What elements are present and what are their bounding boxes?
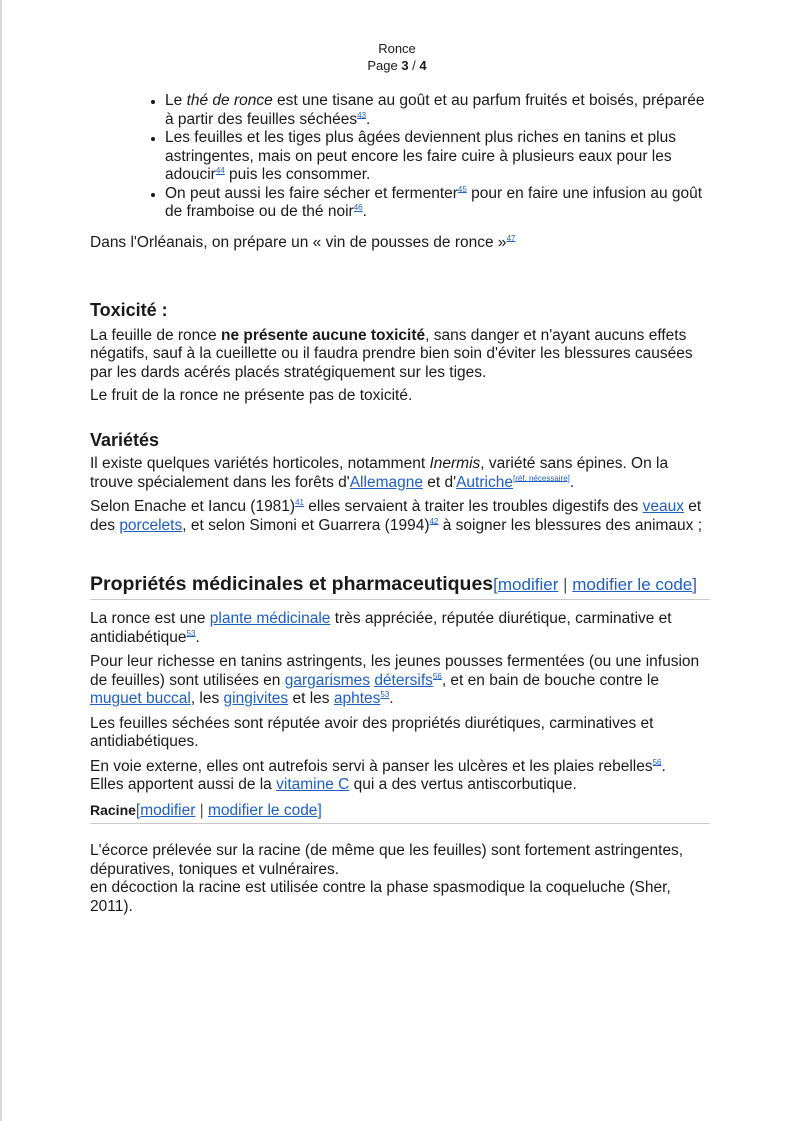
text: . (362, 203, 367, 220)
link-veaux[interactable]: veaux (642, 498, 684, 515)
varietes-paragraph (90, 455, 710, 492)
text: , les (190, 690, 224, 707)
bracket: [ (493, 575, 498, 594)
text: . (195, 628, 200, 646)
edit-separator: | (195, 801, 209, 819)
toxicite-heading: Toxicité : (90, 300, 168, 320)
footnote-ref[interactable]: 41 (295, 497, 304, 507)
list-item (165, 185, 710, 222)
text: , et en bain de bouche contre le (441, 671, 659, 689)
link-gargarismes[interactable]: gargarismes (284, 671, 370, 689)
edit-links (136, 802, 322, 819)
edit-link[interactable]: modifier (140, 801, 196, 819)
text: . (569, 473, 575, 491)
text: Pour leur richesse en tanins astringents, les jeunes pousses fermentées (ou une infusion de feuilles) sont utilisées en (90, 653, 700, 689)
heading-text: Racine (90, 801, 136, 818)
heading-rule (90, 823, 710, 824)
link-porcelets[interactable]: porcelets (119, 516, 183, 534)
enache-paragraph (90, 498, 710, 535)
bracket: ] (317, 801, 322, 819)
heading-rule (90, 599, 710, 600)
toxicite-paragraph (90, 327, 710, 383)
text: . (366, 110, 371, 128)
page-number (0, 57, 794, 74)
text: Il existe quelques variétés horticoles, notamment (90, 455, 430, 472)
orleanais-paragraph (90, 234, 710, 253)
bracket: [ (135, 801, 141, 819)
text: puis les consommer. (224, 166, 371, 183)
tanins-paragraph (90, 653, 710, 709)
text: et d' (422, 473, 457, 491)
text: est une tisane au goût et au parfum fruités et boisés, préparée à partir des feuilles séchées (165, 92, 705, 128)
footnote-ref[interactable]: 53 (186, 628, 196, 638)
page-label: Page (367, 58, 402, 73)
text: , sans danger et n'ayant aucuns effets négatifs, sauf à la cueillette ou il faudra prendre bien soin d'éviter les blessures causées par les dards acérés placés stratégiquement sur les tiges. (90, 326, 693, 381)
edit-links (493, 575, 697, 594)
varietes-heading: Variétés (90, 429, 160, 450)
text: La feuille de ronce (90, 326, 221, 344)
text: On peut aussi les faire sécher et fermenter (165, 184, 458, 202)
footnote-ref[interactable]: 46 (353, 202, 363, 212)
link-autriche[interactable]: Autriche (456, 473, 513, 491)
link-vitamine-c[interactable]: vitamine C (276, 776, 350, 793)
page-edge (0, 0, 2, 1121)
text: qui a des vertus antiscorbutique. (349, 776, 577, 793)
text: Dans l'Orléanais, on prépare un « vin de pousses de ronce » (90, 233, 507, 251)
uses-list (90, 92, 710, 222)
italic-term: Inermis (429, 455, 481, 472)
edit-source-link[interactable]: modifier le code (208, 801, 318, 819)
page-header (0, 40, 794, 74)
link-gingivites[interactable]: gingivites (223, 690, 289, 707)
footnote-ref[interactable]: 42 (429, 516, 439, 526)
ronce-medicinale-paragraph (90, 610, 710, 647)
link-plante-medicinale[interactable]: plante médicinale (209, 610, 331, 627)
footnote-ref[interactable]: 56 (652, 757, 662, 767)
text: Selon Enache et Iancu (1981) (90, 498, 296, 515)
italic-term: thé de ronce (186, 92, 273, 109)
bold-text: ne présente aucune toxicité (220, 326, 426, 344)
text: et les (288, 690, 334, 707)
footnote-ref[interactable]: 45 (457, 184, 467, 194)
racine-heading (90, 801, 710, 821)
citation-needed-link[interactable]: [réf. nécessaire] (512, 473, 570, 483)
list-item (165, 92, 710, 129)
text: Le (165, 92, 187, 109)
doc-title: Ronce (378, 41, 416, 56)
ecorce-paragraph: L'écorce prélevée sur la racine (de même que les feuilles) sont fortement astringentes, dépuratives, toniques et vulnéraires. (90, 842, 684, 878)
bracket: ] (692, 575, 697, 594)
edit-separator: | (558, 575, 573, 594)
heading-text: Propriétés médicinales et pharmaceutiques (90, 573, 494, 595)
text: En voie externe, elles ont autrefois servi à panser les ulcères et les plaies rebelles (90, 757, 653, 775)
text: Elles apportent aussi de la (90, 776, 277, 793)
proprietes-heading (90, 573, 710, 596)
page-sep: / (408, 58, 420, 73)
footnote-ref[interactable]: 44 (215, 165, 225, 175)
decoction-paragraph: en décoction la racine est utilisée contre la phase spasmodique la coqueluche (Sher, 2011). (90, 879, 671, 915)
text: , et selon Simoni et Guarrera (1994) (182, 516, 430, 534)
text: et des (90, 498, 702, 534)
text: à soigner les blessures des animaux ; (438, 516, 703, 534)
voie-externe-paragraph (90, 758, 710, 795)
toxicite-fruit-paragraph: Le fruit de la ronce ne présente pas de toxicité. (90, 387, 413, 404)
page-total: 4 (419, 58, 427, 73)
footnote-ref[interactable]: 47 (506, 233, 516, 243)
edit-link[interactable]: modifier (497, 575, 559, 594)
document-body (90, 92, 710, 916)
list-item (165, 129, 710, 185)
text: elles servaient à traiter les troubles digestifs des (304, 498, 643, 515)
text: La ronce est une (90, 610, 210, 627)
text: . (389, 690, 394, 707)
feuilles-sechees-paragraph: Les feuilles séchées sont réputée avoir des propriétés diurétiques, carminatives et antidiabétiques. (90, 714, 654, 750)
link-allemagne[interactable]: Allemagne (349, 473, 423, 491)
footnote-ref[interactable]: 56 (432, 671, 442, 681)
footnote-ref[interactable]: 53 (380, 689, 390, 699)
page-current: 3 (401, 58, 409, 73)
link-detersifs[interactable]: détersifs (374, 671, 433, 689)
text: très appréciée, réputée diurétique, carminative et antidiabétique (90, 610, 672, 646)
footnote-ref[interactable]: 43 (357, 110, 367, 120)
text: . (661, 757, 666, 775)
text: pour en faire une infusion au goût de framboise ou de thé noir (165, 184, 703, 220)
link-muguet-buccal[interactable]: muguet buccal (90, 690, 191, 707)
edit-source-link[interactable]: modifier le code (572, 575, 693, 594)
text: , variété sans épines. On la trouve spécialement dans les forêts d' (90, 455, 669, 491)
link-aphtes[interactable]: aphtes (333, 690, 381, 707)
text: Les feuilles et les tiges plus âgées deviennent plus riches en tanins et plus astringentes, mais on peut encore les faire cuire à plusieurs eaux pour les adoucir (165, 129, 676, 183)
